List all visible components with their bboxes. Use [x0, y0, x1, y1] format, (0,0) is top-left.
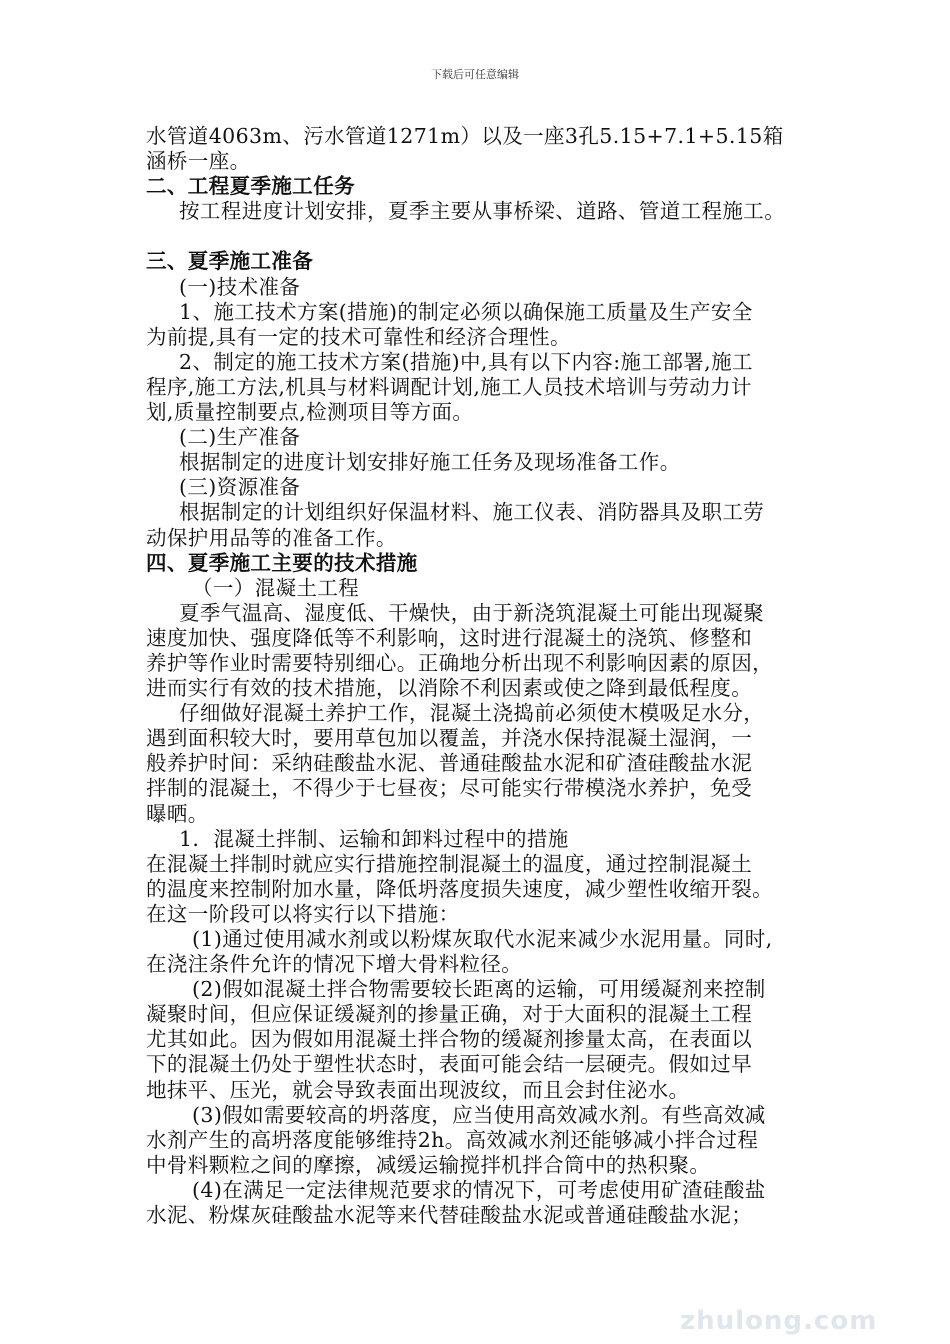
body-line: 为前提,具有一定的技术可靠性和经济合理性。: [146, 324, 571, 349]
body-line: 进而实行有效的技术措施，以消除不利因素或使之降到最低程度。: [146, 676, 753, 701]
body-line: 仔细做好混凝土养护工作，混凝土浇捣前必须使木模吸足水分，: [179, 701, 765, 726]
body-line: 凝聚时间，但应保证缓凝剂的掺量正确，对于大面积的混凝土工程: [146, 1002, 753, 1027]
body-line: 般养护时间：采纳硅酸盐水泥、普通硅酸盐水泥和矿渣硅酸盐水泥: [146, 751, 753, 776]
watermark: zhulong.com: [680, 1306, 878, 1336]
body-line: 水剂产生的高坍落度能够维持2h。高效减水剂还能够减小拌合过程: [146, 1127, 759, 1152]
blank-line: [146, 224, 822, 249]
body-line: 按工程进度计划安排，夏季主要从事桥梁、道路、管道工程施工。: [179, 199, 786, 224]
body-line: 涵桥一座。: [146, 149, 251, 174]
subsection-heading: (一)技术准备: [179, 274, 301, 299]
body-line: (3)假如需要较高的坍落度，应当使用高效减水剂。有些高效减: [192, 1102, 766, 1127]
subsection-heading: 1．混凝土拌制、运输和卸料过程中的措施: [179, 826, 569, 851]
body-line: 2、制定的施工技术方案(措施)中,具有以下内容:施工部署,施工: [179, 349, 753, 374]
body-line: 地抹平、压光，就会导致表面出现波纹，而且会封住泌水。: [146, 1077, 690, 1102]
body-line: (4)在满足一定法律规范要求的情况下，可考虑使用矿渣硅酸盐: [192, 1177, 766, 1202]
document-body: [146, 124, 822, 1228]
body-line: 中骨料颗粒之间的摩擦，减缓运输搅拌机拌合筒中的热积聚。: [146, 1152, 711, 1177]
body-line: 养护等作业时需要特别细心。正确地分析出现不利影响因素的原因，: [146, 650, 773, 675]
body-line: 在这一阶段可以将实行以下措施：: [146, 901, 460, 926]
body-line: 在浇注条件允许的情况下增大骨料粒径。: [146, 952, 523, 977]
body-line: 拌制的混凝土，不得少于七昼夜；尽可能实行带模浇水养护，免受: [146, 776, 753, 801]
page-header: 下载后可任意编辑: [431, 68, 519, 81]
body-line: 曝晒。: [146, 801, 209, 826]
body-line: 下的混凝土仍处于塑性状态时，表面可能会结一层硬壳。假如过早: [146, 1052, 753, 1077]
body-line: 程序,施工方法,机具与材料调配计划,施工人员技术培训与劳动力计: [146, 374, 752, 399]
body-line: (2)假如混凝土拌合物需要较长距离的运输，可用缓凝剂来控制: [192, 977, 766, 1002]
body-line: (1)通过使用减水剂或以粉煤灰取代水泥来减少水泥用量。同时,: [192, 927, 773, 951]
body-line: 根据制定的进度计划安排好施工任务及现场准备工作。: [179, 450, 681, 475]
body-line: 尤其如此。因为假如用混凝土拌合物的缓凝剂掺量太高，在表面以: [146, 1027, 753, 1052]
section-heading: 三、夏季施工准备: [146, 249, 314, 274]
body-line: 夏季气温高、湿度低、干燥快，由于新浇筑混凝土可能出现凝聚: [179, 600, 765, 625]
body-line: 遇到面积较大时，要用草包加以覆盖，并浇水保持混凝土湿润，一: [146, 726, 753, 751]
subsection-heading: （一）混凝土工程: [192, 575, 360, 600]
subsection-heading: (三)资源准备: [179, 475, 301, 500]
body-line: 划,质量控制要点,检测项目等方面。: [146, 400, 474, 425]
body-line: 1、施工技术方案(措施)的制定必须以确保施工质量及生产安全: [179, 299, 753, 324]
body-line: 动保护用品等的准备工作。: [146, 525, 397, 550]
body-line: 根据制定的计划组织好保温材料、施工仪表、消防器具及职工劳: [179, 500, 765, 525]
body-line: 水泥、粉煤灰硅酸盐水泥等来代替硅酸盐水泥或普通硅酸盐水泥；: [146, 1203, 753, 1228]
body-line: 水管道4063m、污水管道1271m）以及一座3孔5.15+7.1+5.15箱: [146, 124, 784, 148]
subsection-heading: (二)生产准备: [179, 425, 301, 450]
body-line: 速度加快、强度降低等不利影响，这时进行混凝土的浇筑、修整和: [146, 625, 753, 650]
body-line: 在混凝土拌制时就应实行措施控制混凝土的温度，通过控制混凝土: [146, 851, 753, 876]
section-heading: 二、工程夏季施工任务: [146, 174, 355, 199]
body-line: 的温度来控制附加水量，降低坍落度损失速度，减少塑性收缩开裂。: [146, 876, 773, 901]
section-heading: 四、夏季施工主要的技术措施: [146, 550, 418, 575]
